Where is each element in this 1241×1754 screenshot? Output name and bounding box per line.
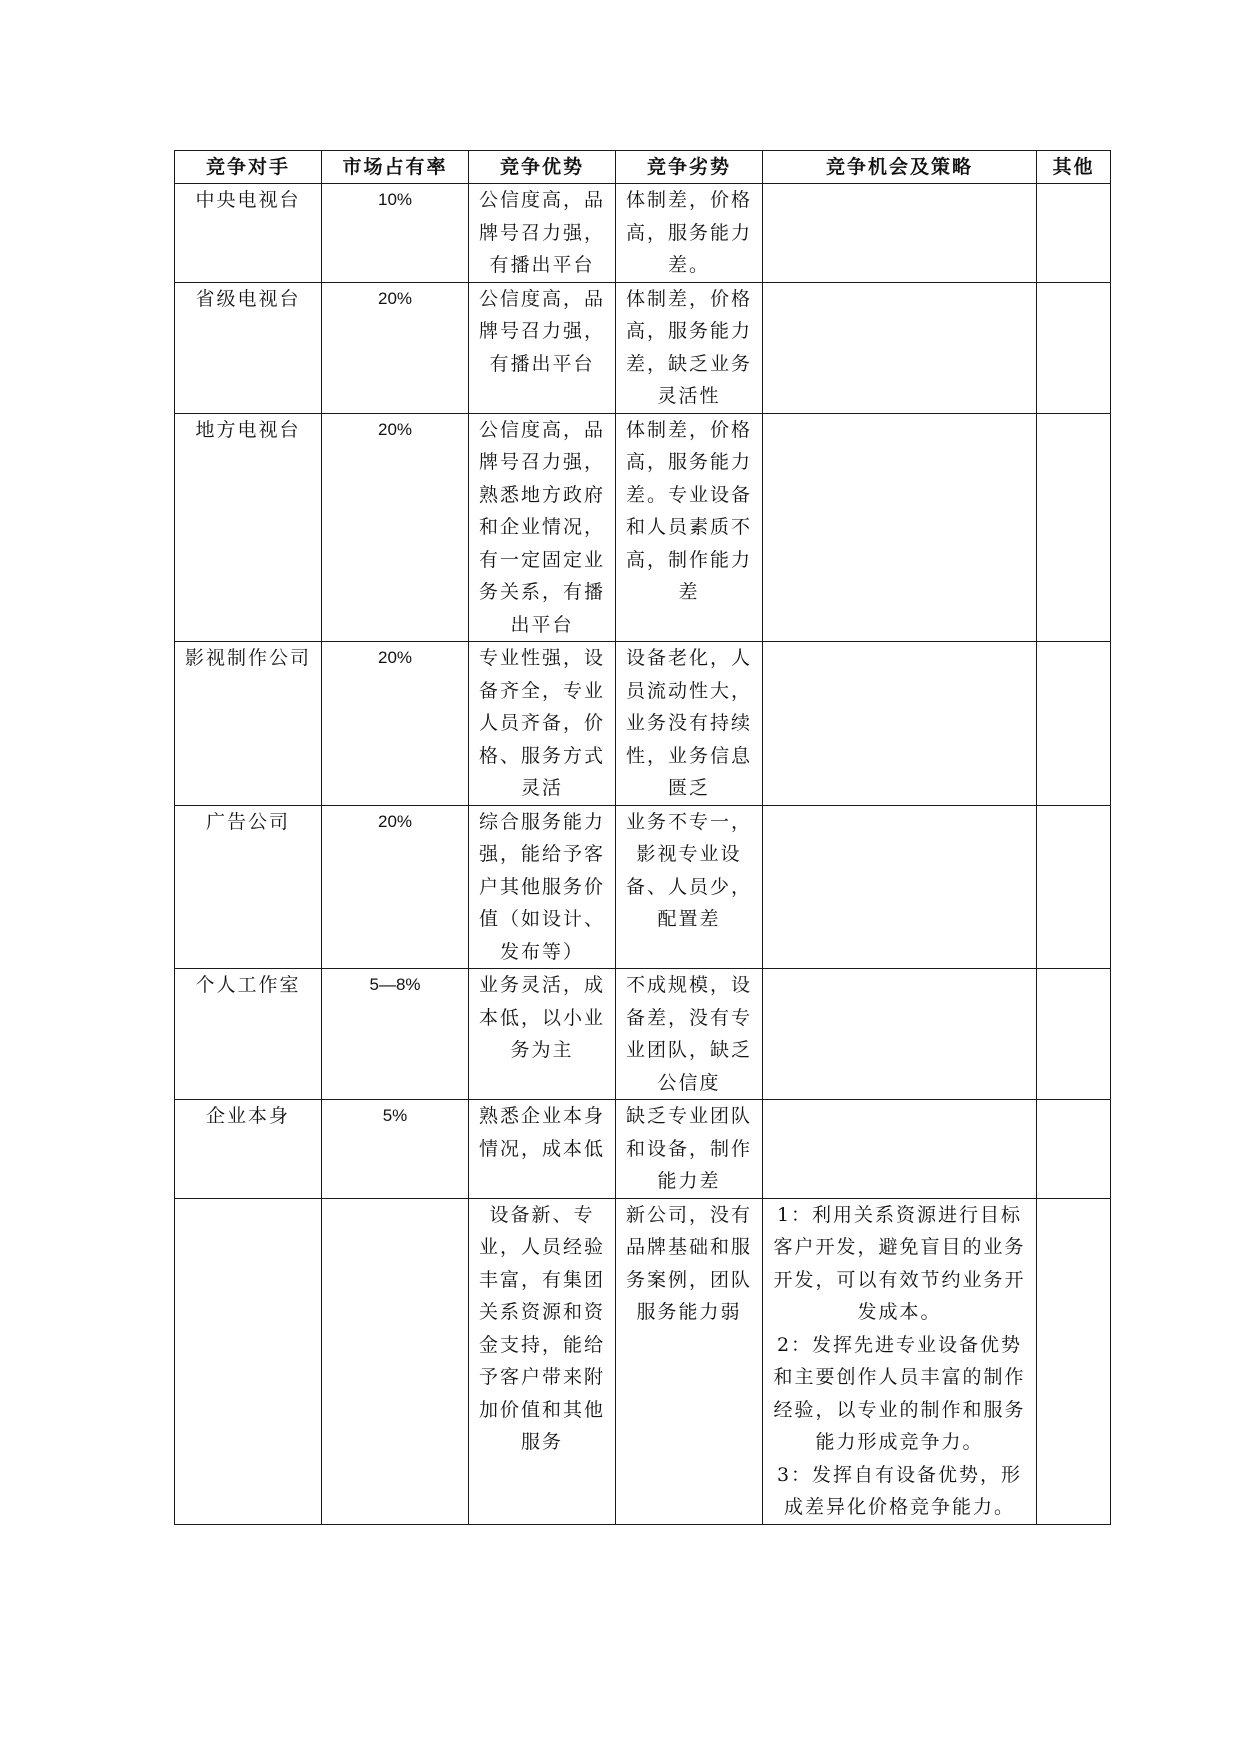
cell-disadvantage: 体制差，价格高，服务能力差。 (616, 184, 763, 283)
table-row (175, 642, 1111, 806)
cell-competitor: 个人工作室 (175, 969, 322, 1100)
table-row (175, 282, 1111, 413)
cell-market-share: 5% (322, 1100, 469, 1199)
competitor-analysis-table (174, 150, 1111, 1525)
cell-other (1037, 282, 1111, 413)
cell-strategy (763, 969, 1037, 1100)
cell-market-share: 20% (322, 805, 469, 969)
header-strategy: 竞争机会及策略 (763, 151, 1037, 184)
cell-competitor: 广告公司 (175, 805, 322, 969)
table-row (175, 413, 1111, 642)
cell-strategy (763, 413, 1037, 642)
cell-other (1037, 413, 1111, 642)
cell-market-share: 20% (322, 413, 469, 642)
cell-other (1037, 184, 1111, 283)
cell-advantage: 熟悉企业本身情况，成本低 (469, 1100, 616, 1199)
cell-disadvantage: 体制差，价格高，服务能力差。专业设备和人员素质不高，制作能力差 (616, 413, 763, 642)
header-other: 其他 (1037, 151, 1111, 184)
cell-strategy (763, 1100, 1037, 1199)
header-disadvantage: 竞争劣势 (616, 151, 763, 184)
table-row (175, 805, 1111, 969)
cell-other (1037, 1198, 1111, 1524)
table-row (175, 1100, 1111, 1199)
cell-other (1037, 1100, 1111, 1199)
strategy-item: 2：发挥先进专业设备优势和主要创作人员丰富的制作经验，以专业的制作和服务能力形成竞争力。 (773, 1333, 1026, 1453)
cell-disadvantage: 新公司，没有品牌基础和服务案例，团队服务能力弱 (616, 1198, 763, 1524)
cell-competitor: 中央电视台 (175, 184, 322, 283)
cell-strategy (763, 805, 1037, 969)
cell-disadvantage: 缺乏专业团队和设备，制作能力差 (616, 1100, 763, 1199)
cell-market-share (322, 1198, 469, 1524)
cell-other (1037, 969, 1111, 1100)
strategy-item: 1：利用关系资源进行目标客户开发，避免盲目的业务开发，可以有效节约业务开发成本。 (773, 1203, 1026, 1323)
header-competitor: 竞争对手 (175, 151, 322, 184)
cell-competitor: 企业本身 (175, 1100, 322, 1199)
cell-strategy (763, 1198, 1037, 1524)
cell-other (1037, 642, 1111, 806)
cell-strategy (763, 642, 1037, 806)
cell-advantage: 专业性强，设备齐全，专业人员齐备，价格、服务方式灵活 (469, 642, 616, 806)
cell-competitor: 影视制作公司 (175, 642, 322, 806)
header-advantage: 竞争优势 (469, 151, 616, 184)
cell-competitor: 省级电视台 (175, 282, 322, 413)
cell-disadvantage: 体制差，价格高，服务能力差，缺乏业务灵活性 (616, 282, 763, 413)
cell-advantage: 公信度高，品牌号召力强，有播出平台 (469, 282, 616, 413)
cell-market-share: 20% (322, 282, 469, 413)
cell-strategy (763, 184, 1037, 283)
cell-advantage: 公信度高，品牌号召力强，有播出平台 (469, 184, 616, 283)
cell-market-share: 10% (322, 184, 469, 283)
table-header-row (175, 151, 1111, 184)
cell-competitor: 地方电视台 (175, 413, 322, 642)
header-market-share: 市场占有率 (322, 151, 469, 184)
cell-competitor (175, 1198, 322, 1524)
table-row (175, 184, 1111, 283)
table-row (175, 969, 1111, 1100)
cell-advantage: 业务灵活，成本低，以小业务为主 (469, 969, 616, 1100)
cell-disadvantage: 设备老化，人员流动性大，业务没有持续性，业务信息匮乏 (616, 642, 763, 806)
cell-strategy (763, 282, 1037, 413)
cell-market-share: 5—8% (322, 969, 469, 1100)
strategy-item: 3：发挥自有设备优势，形成差异化价格竞争能力。 (776, 1463, 1023, 1518)
cell-advantage: 综合服务能力强，能给予客户其他服务价值（如设计、发布等） (469, 805, 616, 969)
cell-other (1037, 805, 1111, 969)
cell-advantage: 设备新、专业，人员经验丰富，有集团关系资源和资金支持，能给予客户带来附加价值和其他服务 (469, 1198, 616, 1524)
table-row (175, 1198, 1111, 1524)
cell-advantage: 公信度高，品牌号召力强，熟悉地方政府和企业情况，有一定固定业务关系，有播出平台 (469, 413, 616, 642)
cell-disadvantage: 不成规模，设备差，没有专业团队，缺乏公信度 (616, 969, 763, 1100)
cell-market-share: 20% (322, 642, 469, 806)
cell-disadvantage: 业务不专一，影视专业设备、人员少，配置差 (616, 805, 763, 969)
